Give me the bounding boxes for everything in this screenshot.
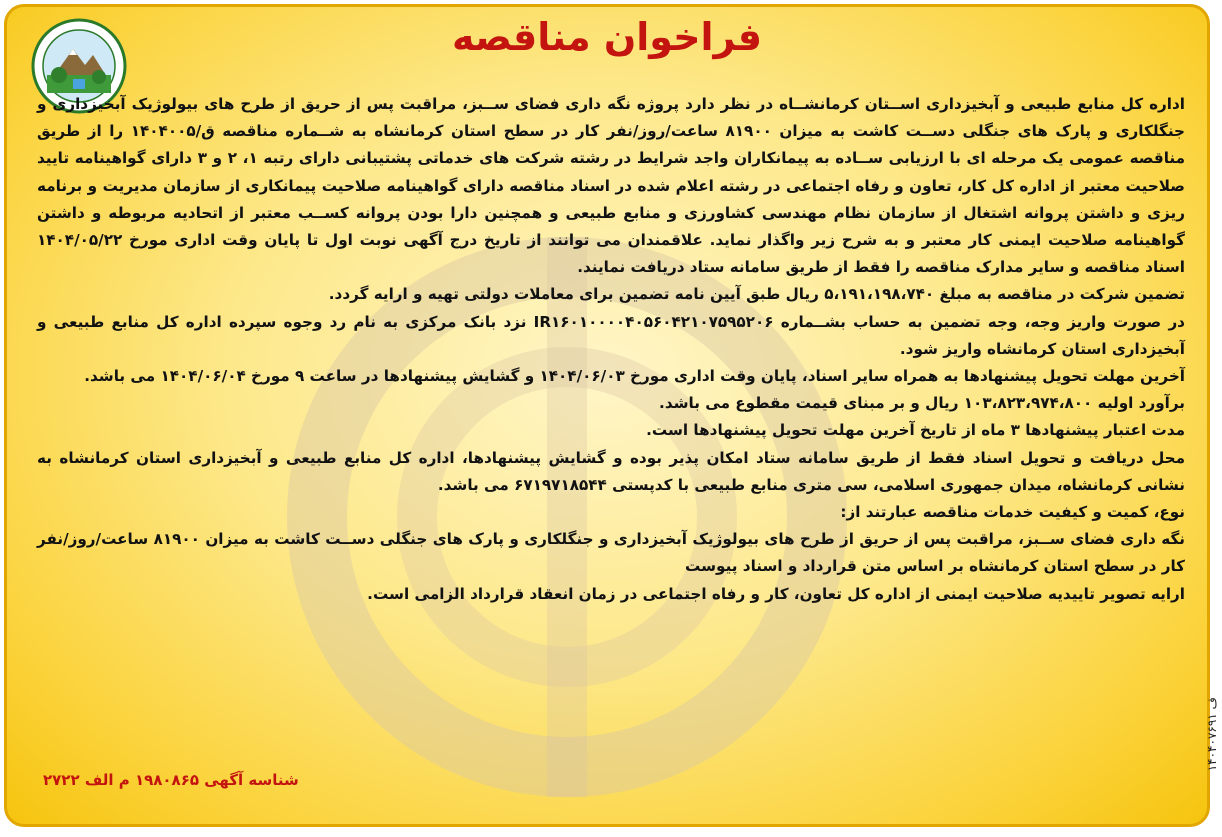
notice-body — [37, 91, 1185, 608]
notice-frame — [4, 4, 1219, 827]
paragraph-guarantee: تضمین شرکت در مناقصه به مبلغ ۵،۱۹۱،۱۹۸،۷۴۰ ریال طبق آیین نامه تضمین برای معاملات دولتی تهیه و ارایه گردد. — [328, 285, 1185, 304]
page-title: فراخوان مناقصه — [451, 15, 763, 59]
paragraph-scope-heading: نوع، کمیت و کیفیت خدمات مناقصه عبارتند از: — [840, 503, 1185, 522]
paragraph-scope: نگه داری فضای ســبز، مراقبت پس از حریق از طرح های بیولوژیک آبخیزداری و جنگلکاری و پارک های جنگلی دســت کاشت به میزان ۸۱۹۰۰ ساعت/روز/نفر کار در سطح استان کرمانشاه بر اساس متن قرارداد و اسناد پیوست — [37, 530, 1185, 576]
paragraph-location: محل دریافت و تحویل اسناد فقط از طریق سامانه ستاد امکان پذیر بوده و گشایش پیشنهادها، اداره کل منابع طبیعی و آبخیزداری استان کرمانشاه به نشانی کرمانشاه، میدان جمهوری اسلامی، سی متری منابع طبیعی با کدپستی ۶۷۱۹۷۱۸۵۴۴ می باشد. — [37, 448, 1185, 494]
paragraph-main: اداره کل منابع طبیعی و آبخیزداری اســتان کرمانشــاه در نظر دارد پروژه نگه داری فضای ســبز، مراقبت پس از حریق از طرح های بیولوژیک آبخیزداری و جنگلکاری و پارک های جنگلی دســت کاشت به میزان ۸۱۹۰۰ ساعت/روز/نفر کار در سطح استان کرمانشاه به شــماره مناقصه ق/۱۴۰۴۰۰۵ را از طریق مناقصه عمومی یک مرحله ای با ارزیابی ســاده به پیمانکاران واجد شرایط در رشته شرکت های خدماتی پشتیبانی دارای رتبه ۱، ۲ و ۳ دارای گواهینامه تایید صلاحیت معتبر از اداره کل کار، تعاون و رفاه اجتماعی در رشته اعلام شده در اسناد مناقصه دارای گواهینامه صلاحیت پیمانکاری از سازمان مدیریت و برنامه ریزی و داشتن پروانه اشتغال از سازمان نظام مهندسی کشاورزی و منابع طبیعی و همچنین دارا بودن پروانه کســب معتبر از اتحادیه مربوطه و داشتن گواهینامه صلاحیت ایمنی کار معتبر و به شرح زیر واگذار نماید. علاقمندان می توانند از تاریخ درج آگهی نوبت اول تا پایان وقت اداری مورخ ۱۴۰۴/۰۵/۲۲ اسناد مناقصه و سایر مدارک مناقصه را فقط از طریق سامانه ستاد دریافت نمایند. — [37, 95, 1186, 277]
paragraph-deposit: در صورت واریز وجه، وجه تضمین به حساب بشــماره IR۱۶۰۱۰۰۰۰۴۰۵۶۰۴۲۱۰۷۵۹۵۲۰۶ نزد بانک مرکزی به نام رد وجوه سپرده اداره کل منابع طبیعی و آبخیزداری استان کرمانشاه واریز شود. — [37, 312, 1185, 358]
paragraph-estimate: برآورد اولیه ۱۰۳،۸۲۳،۹۷۴،۸۰۰ ریال و بر مبنای قیمت مقطوع می باشد. — [659, 394, 1185, 413]
paragraph-deadline: آخرین مهلت تحویل پیشنهادها به همراه سایر اسناد، پایان وقت اداری مورخ ۱۴۰۴/۰۶/۰۳ و گشایش پیشنهادها در ساعت ۹ مورخ ۱۴۰۴/۰۶/۰۴ می باشد. — [84, 367, 1185, 386]
side-code: ۱۴۰۴۰۷۶۹۱ ف — [1205, 697, 1219, 772]
paragraph-safety: ارایه تصویر تاییدیه صلاحیت ایمنی از اداره کل تعاون، کار و رفاه اجتماعی در زمان انعقاد قرارداد الزامی است. — [367, 584, 1185, 603]
paragraph-validity: مدت اعتبار پیشنهادها ۳ ماه از تاریخ آخرین مهلت تحویل پیشنهادها است. — [646, 421, 1185, 440]
ad-id-label: شناسه آگهی ۱۹۸۰۸۶۵ م الف ۲۷۲۲ — [43, 771, 299, 789]
